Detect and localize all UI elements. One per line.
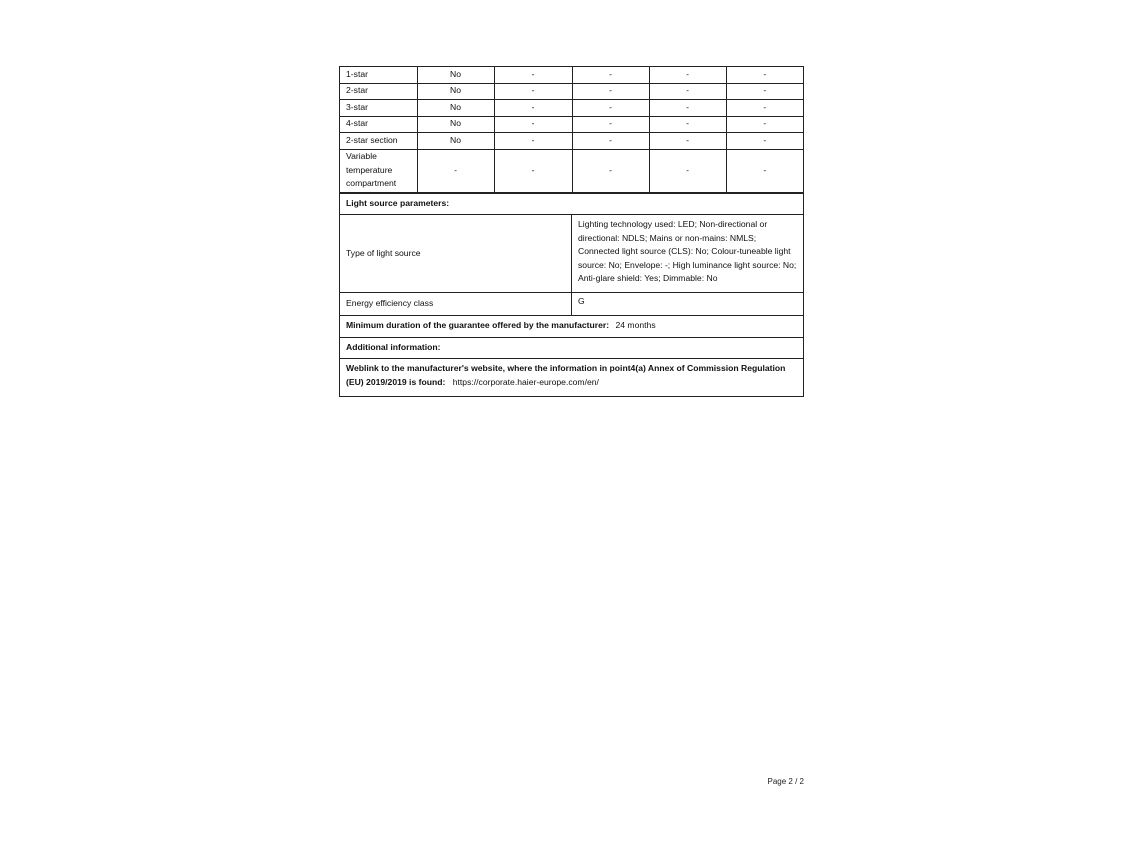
weblink-url[interactable]: https://corporate.haier-europe.com/en/ bbox=[452, 376, 599, 387]
guarantee-label: Minimum duration of the guarantee offered by the manufacturer: bbox=[346, 320, 610, 331]
table-cell: No bbox=[417, 133, 494, 150]
additional-info-row bbox=[340, 337, 803, 359]
table-cell: - bbox=[726, 133, 803, 150]
energy-efficiency-label: Energy efficiency class bbox=[340, 293, 572, 315]
light-source-type-value: Lighting technology used: LED; Non-directional or directional: NDLS; Mains or non-mains: NMLS; Connected light source (CLS): No; Colour-tuneable light source: No; Envelope: -; High luminance light source: No; Anti-glare shield: Yes; Dimmable: No bbox=[578, 219, 797, 284]
guarantee-value: 24 months bbox=[615, 320, 656, 331]
product-information-sheet bbox=[339, 66, 804, 397]
table-cell: - bbox=[494, 100, 572, 117]
table-cell: - bbox=[649, 100, 726, 117]
additional-info-label: Additional information: bbox=[346, 341, 441, 352]
light-source-section bbox=[340, 193, 803, 316]
table-row bbox=[340, 149, 803, 192]
table-cell: - bbox=[572, 83, 649, 100]
guarantee-row bbox=[340, 315, 803, 337]
table-cell: - bbox=[726, 100, 803, 117]
table-cell: - bbox=[726, 67, 803, 83]
table-cell: - bbox=[494, 149, 572, 192]
table-cell: - bbox=[726, 149, 803, 192]
compartment-name: 2-star bbox=[340, 83, 417, 100]
table-row bbox=[340, 116, 803, 133]
compartment-name: 2-star section bbox=[340, 133, 417, 150]
light-source-type-label: Type of light source bbox=[340, 215, 572, 292]
table-cell: No bbox=[417, 83, 494, 100]
table-cell: - bbox=[572, 67, 649, 83]
energy-efficiency-row bbox=[340, 292, 803, 315]
compartment-table bbox=[340, 67, 803, 193]
table-cell: - bbox=[572, 116, 649, 133]
table-cell: No bbox=[417, 100, 494, 117]
table-row bbox=[340, 83, 803, 100]
table-row bbox=[340, 67, 803, 83]
table-cell: - bbox=[494, 116, 572, 133]
weblink-row bbox=[340, 358, 803, 396]
table-cell: - bbox=[649, 67, 726, 83]
table-cell: - bbox=[649, 83, 726, 100]
table-cell: No bbox=[417, 67, 494, 83]
table-cell: No bbox=[417, 116, 494, 133]
compartment-name: 3-star bbox=[340, 100, 417, 117]
compartment-name: Variable temperature compartment bbox=[340, 149, 417, 192]
table-cell: - bbox=[726, 116, 803, 133]
light-source-type-row bbox=[340, 214, 803, 292]
table-cell: - bbox=[572, 149, 649, 192]
light-source-heading: Light source parameters: bbox=[346, 197, 450, 208]
table-cell: - bbox=[572, 133, 649, 150]
compartment-name: 1-star bbox=[340, 67, 417, 83]
energy-efficiency-value: G bbox=[578, 296, 585, 307]
page-number: Page 2 / 2 bbox=[767, 777, 804, 786]
table-cell: - bbox=[649, 133, 726, 150]
table-cell: - bbox=[494, 133, 572, 150]
table-cell: - bbox=[649, 116, 726, 133]
table-cell: - bbox=[572, 100, 649, 117]
table-row bbox=[340, 100, 803, 117]
table-cell: - bbox=[494, 83, 572, 100]
table-cell: - bbox=[494, 67, 572, 83]
table-cell: - bbox=[649, 149, 726, 192]
compartment-name: 4-star bbox=[340, 116, 417, 133]
weblink-label: Weblink to the manufacturer's website, where the information in point4(a) Annex of Commission Regulation (EU) 2019/2019 is found: bbox=[346, 363, 786, 387]
table-cell: - bbox=[726, 83, 803, 100]
table-cell: - bbox=[417, 149, 494, 192]
table-row bbox=[340, 133, 803, 150]
